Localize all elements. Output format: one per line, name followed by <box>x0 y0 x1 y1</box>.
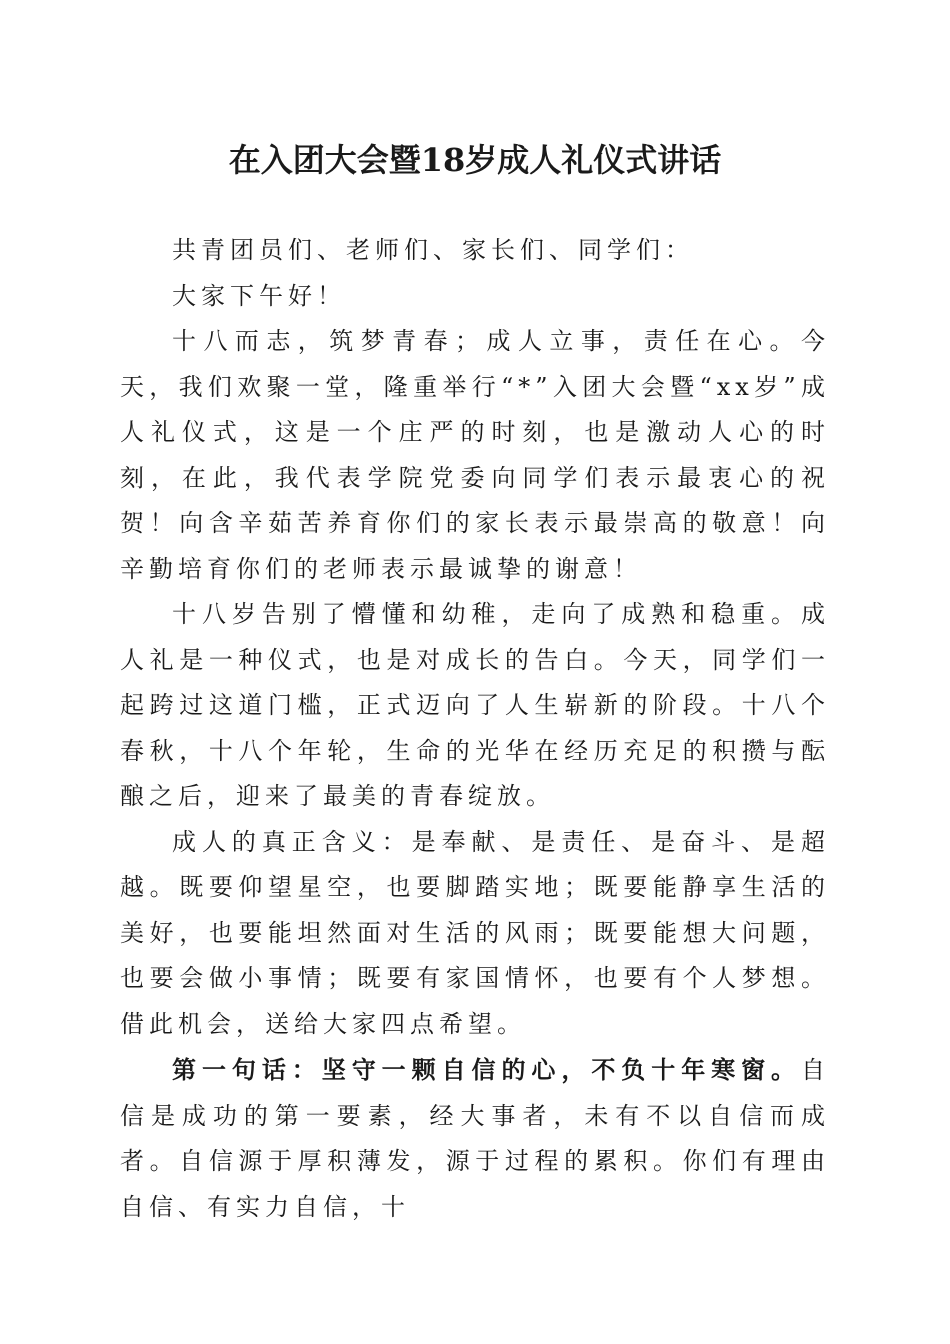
point-one-heading: 第一句话：坚守一颗自信的心，不负十年寒窗。 <box>172 1055 801 1084</box>
point-one-text: 自信是成功的第一要素，经大事者，未有不以自信而成者。自信源于厚积薄发，源于过程的累积。你们有理由自信、有实力自信，十 <box>120 1056 830 1221</box>
document-title: 在入团大会暨18岁成人礼仪式讲话 <box>228 141 722 179</box>
paragraph-point-one <box>120 1047 830 1230</box>
paragraph-eighteen: 十八岁告别了懵懂和幼稚，走向了成熟和稳重。成人礼是一种仪式，也是对成长的告白。今天，同学们一起跨过这道门槛，正式迈向了人生崭新的阶段。十八个春秋，十八个年轮，生命的光华在经历充足的积攒与酝酿之后，迎来了最美的青春绽放。 <box>120 600 830 810</box>
document-body <box>120 228 830 1230</box>
salutation: 共青团员们、老师们、家长们、同学们： <box>172 236 694 264</box>
paragraph-opening: 十八而志，筑梦青春；成人立事，责任在心。今天，我们欢聚一堂，隆重举行“*”入团大会暨“xx岁”成人礼仪式，这是一个庄严的时刻，也是激动人心的时刻，在此，我代表学院党委向同学们表示最衷心的祝贺！向含辛茹苦养育你们的家长表示最崇高的敬意！向辛勤培育你们的老师表示最诚挚的谢意！ <box>120 327 830 583</box>
paragraph-meaning: 成人的真正含义：是奉献、是责任、是奋斗、是超越。既要仰望星空，也要脚踏实地；既要能静享生活的美好，也要能坦然面对生活的风雨；既要能想大问题，也要会做小事情；既要有家国情怀，也要有个人梦想。借此机会，送给大家四点希望。 <box>120 827 830 1038</box>
greeting: 大家下午好！ <box>172 281 346 310</box>
